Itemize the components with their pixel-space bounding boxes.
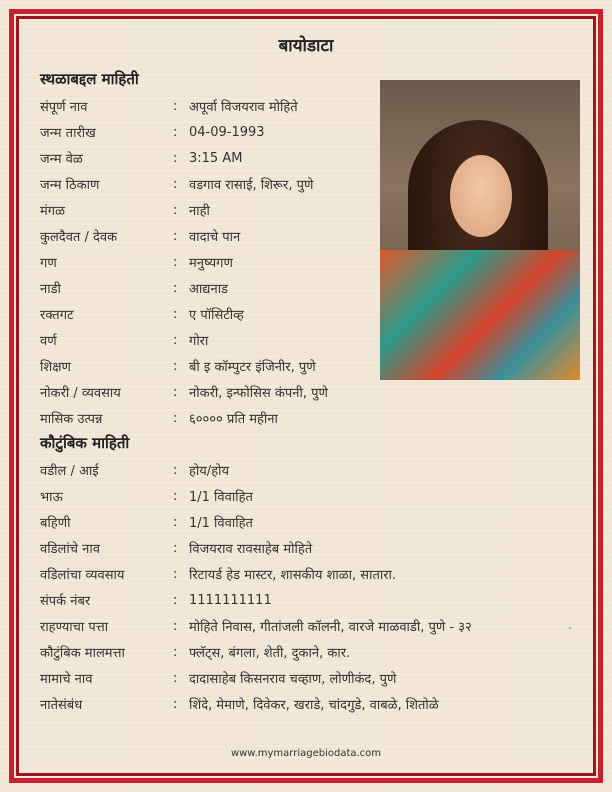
row-value: मोहिते निवास, गीतांजली कॉलनी, वारजे माळवाडी, पुणे - ३२: [189, 620, 472, 635]
detail-row: [40, 587, 272, 613]
detail-row: [40, 145, 242, 171]
row-value: वडगाव रासाई, शिरूर, पुणे: [189, 178, 314, 193]
row-label: बहिणी: [40, 516, 71, 531]
row-label: वडिलांचा व्यवसाय: [40, 568, 125, 583]
row-colon: :: [173, 228, 178, 244]
detail-row: [40, 301, 244, 327]
detail-row: [40, 275, 228, 301]
row-value: नोकरी, इन्फोसिस कंपनी, पुणे: [189, 386, 328, 401]
row-label: मासिक उत्पन्न: [40, 412, 103, 427]
profile-photo: [380, 80, 580, 380]
detail-row: [40, 223, 240, 249]
row-value: 04-09-1993: [189, 124, 265, 140]
row-label: जन्म वेळ: [40, 152, 83, 167]
row-label: भाऊ: [40, 490, 63, 505]
row-value: वादाचे पान: [189, 230, 241, 245]
photo-face: [450, 155, 512, 237]
row-colon: :: [173, 514, 178, 530]
row-label: राहण्याचा पत्ता: [40, 620, 109, 635]
row-label: संपर्क नंबर: [40, 594, 91, 609]
detail-row: [40, 327, 208, 353]
row-colon: :: [173, 280, 178, 296]
row-value: होय/होय: [189, 464, 229, 479]
row-value: गोरा: [189, 334, 209, 349]
stray-mark: -: [568, 623, 572, 634]
photo-scarf: [380, 250, 580, 380]
row-label: नातेसंबंध: [40, 698, 83, 713]
row-label: नाडी: [40, 282, 61, 297]
row-label: संपूर्ण नाव: [40, 100, 88, 115]
row-value: विजयराव रावसाहेब मोहिते: [189, 542, 313, 557]
detail-row: [40, 119, 265, 145]
row-value: बी इ कॉम्पुटर इंजिनीर, पुणे: [189, 360, 316, 375]
row-colon: :: [173, 332, 178, 348]
detail-row: [40, 171, 313, 197]
row-value: शिंदे, मेमाणे, दिवेकर, खराडे, चांदगुडे, वाबळे, शितोळे: [189, 698, 439, 713]
detail-row: [40, 535, 312, 561]
detail-row: [40, 509, 253, 535]
row-value: 1/1 विवाहित: [189, 516, 253, 531]
row-value: दादासाहेब किसनराव चव्हाण, लोणीकंद, पुणे: [189, 672, 397, 687]
row-colon: :: [173, 592, 178, 608]
detail-row: [40, 613, 472, 639]
family-section-heading: कौटुंबिक माहिती: [40, 434, 130, 452]
row-value: अपूर्वा विजयराव मोहिते: [189, 100, 298, 115]
detail-row: [40, 405, 278, 431]
row-colon: :: [173, 540, 178, 556]
detail-row: [40, 197, 210, 223]
row-colon: :: [173, 306, 178, 322]
row-colon: :: [173, 566, 178, 582]
row-colon: :: [173, 644, 178, 660]
row-label: मंगळ: [40, 204, 65, 219]
row-value: 1/1 विवाहित: [189, 490, 253, 505]
row-colon: :: [173, 176, 178, 192]
row-label: वडील / आई: [40, 464, 99, 479]
detail-row: [40, 457, 229, 483]
row-label: कुलदैवत / देवक: [40, 230, 118, 245]
detail-row: [40, 639, 350, 665]
row-label: जन्म ठिकाण: [40, 178, 100, 193]
document-title: बायोडाटा: [278, 36, 334, 56]
detail-row: [40, 379, 328, 405]
row-value: फ्लॅट्स, बंगला, शेती, दुकाने, कार.: [189, 646, 351, 661]
row-colon: :: [173, 358, 178, 374]
row-value: ६०००० प्रति महीना: [189, 412, 278, 427]
detail-row: [40, 691, 439, 717]
row-value: 3:15 AM: [189, 150, 243, 166]
row-label: मामाचे नाव: [40, 672, 93, 687]
row-colon: :: [173, 124, 178, 140]
row-value: आद्यनाड: [189, 282, 229, 297]
detail-row: [40, 93, 298, 119]
row-colon: :: [173, 202, 178, 218]
detail-row: [40, 353, 316, 379]
row-label: नोकरी / व्यवसाय: [40, 386, 121, 401]
row-colon: :: [173, 410, 178, 426]
row-label: गण: [40, 256, 57, 271]
detail-row: [40, 249, 233, 275]
row-colon: :: [173, 98, 178, 114]
row-label: रक्तगट: [40, 308, 74, 323]
row-value: नाही: [189, 204, 210, 219]
row-label: जन्म तारीख: [40, 126, 96, 141]
row-label: वर्ण: [40, 334, 57, 349]
row-value: 1111111111: [189, 592, 272, 608]
row-colon: :: [173, 696, 178, 712]
row-value: ए पॉसिटीव्ह: [189, 308, 244, 323]
detail-row: [40, 483, 253, 509]
row-label: शिक्षण: [40, 360, 71, 375]
row-label: वडिलांचे नाव: [40, 542, 100, 557]
row-value: रिटायर्ड हेड मास्टर, शासकीय शाळा, सातारा.: [189, 568, 397, 583]
row-colon: :: [173, 670, 178, 686]
row-value: मनुष्यगण: [189, 256, 233, 271]
personal-section-heading: स्थळाबद्दल माहिती: [40, 70, 139, 88]
detail-row: [40, 665, 396, 691]
row-colon: :: [173, 618, 178, 634]
detail-row: [40, 561, 396, 587]
row-colon: :: [173, 488, 178, 504]
row-colon: :: [173, 462, 178, 478]
row-colon: :: [173, 384, 178, 400]
row-colon: :: [173, 254, 178, 270]
row-colon: :: [173, 150, 178, 166]
row-label: कौटुंबिक मालमत्ता: [40, 646, 125, 661]
footer-website: www.mymarriagebiodata.com: [230, 748, 382, 759]
